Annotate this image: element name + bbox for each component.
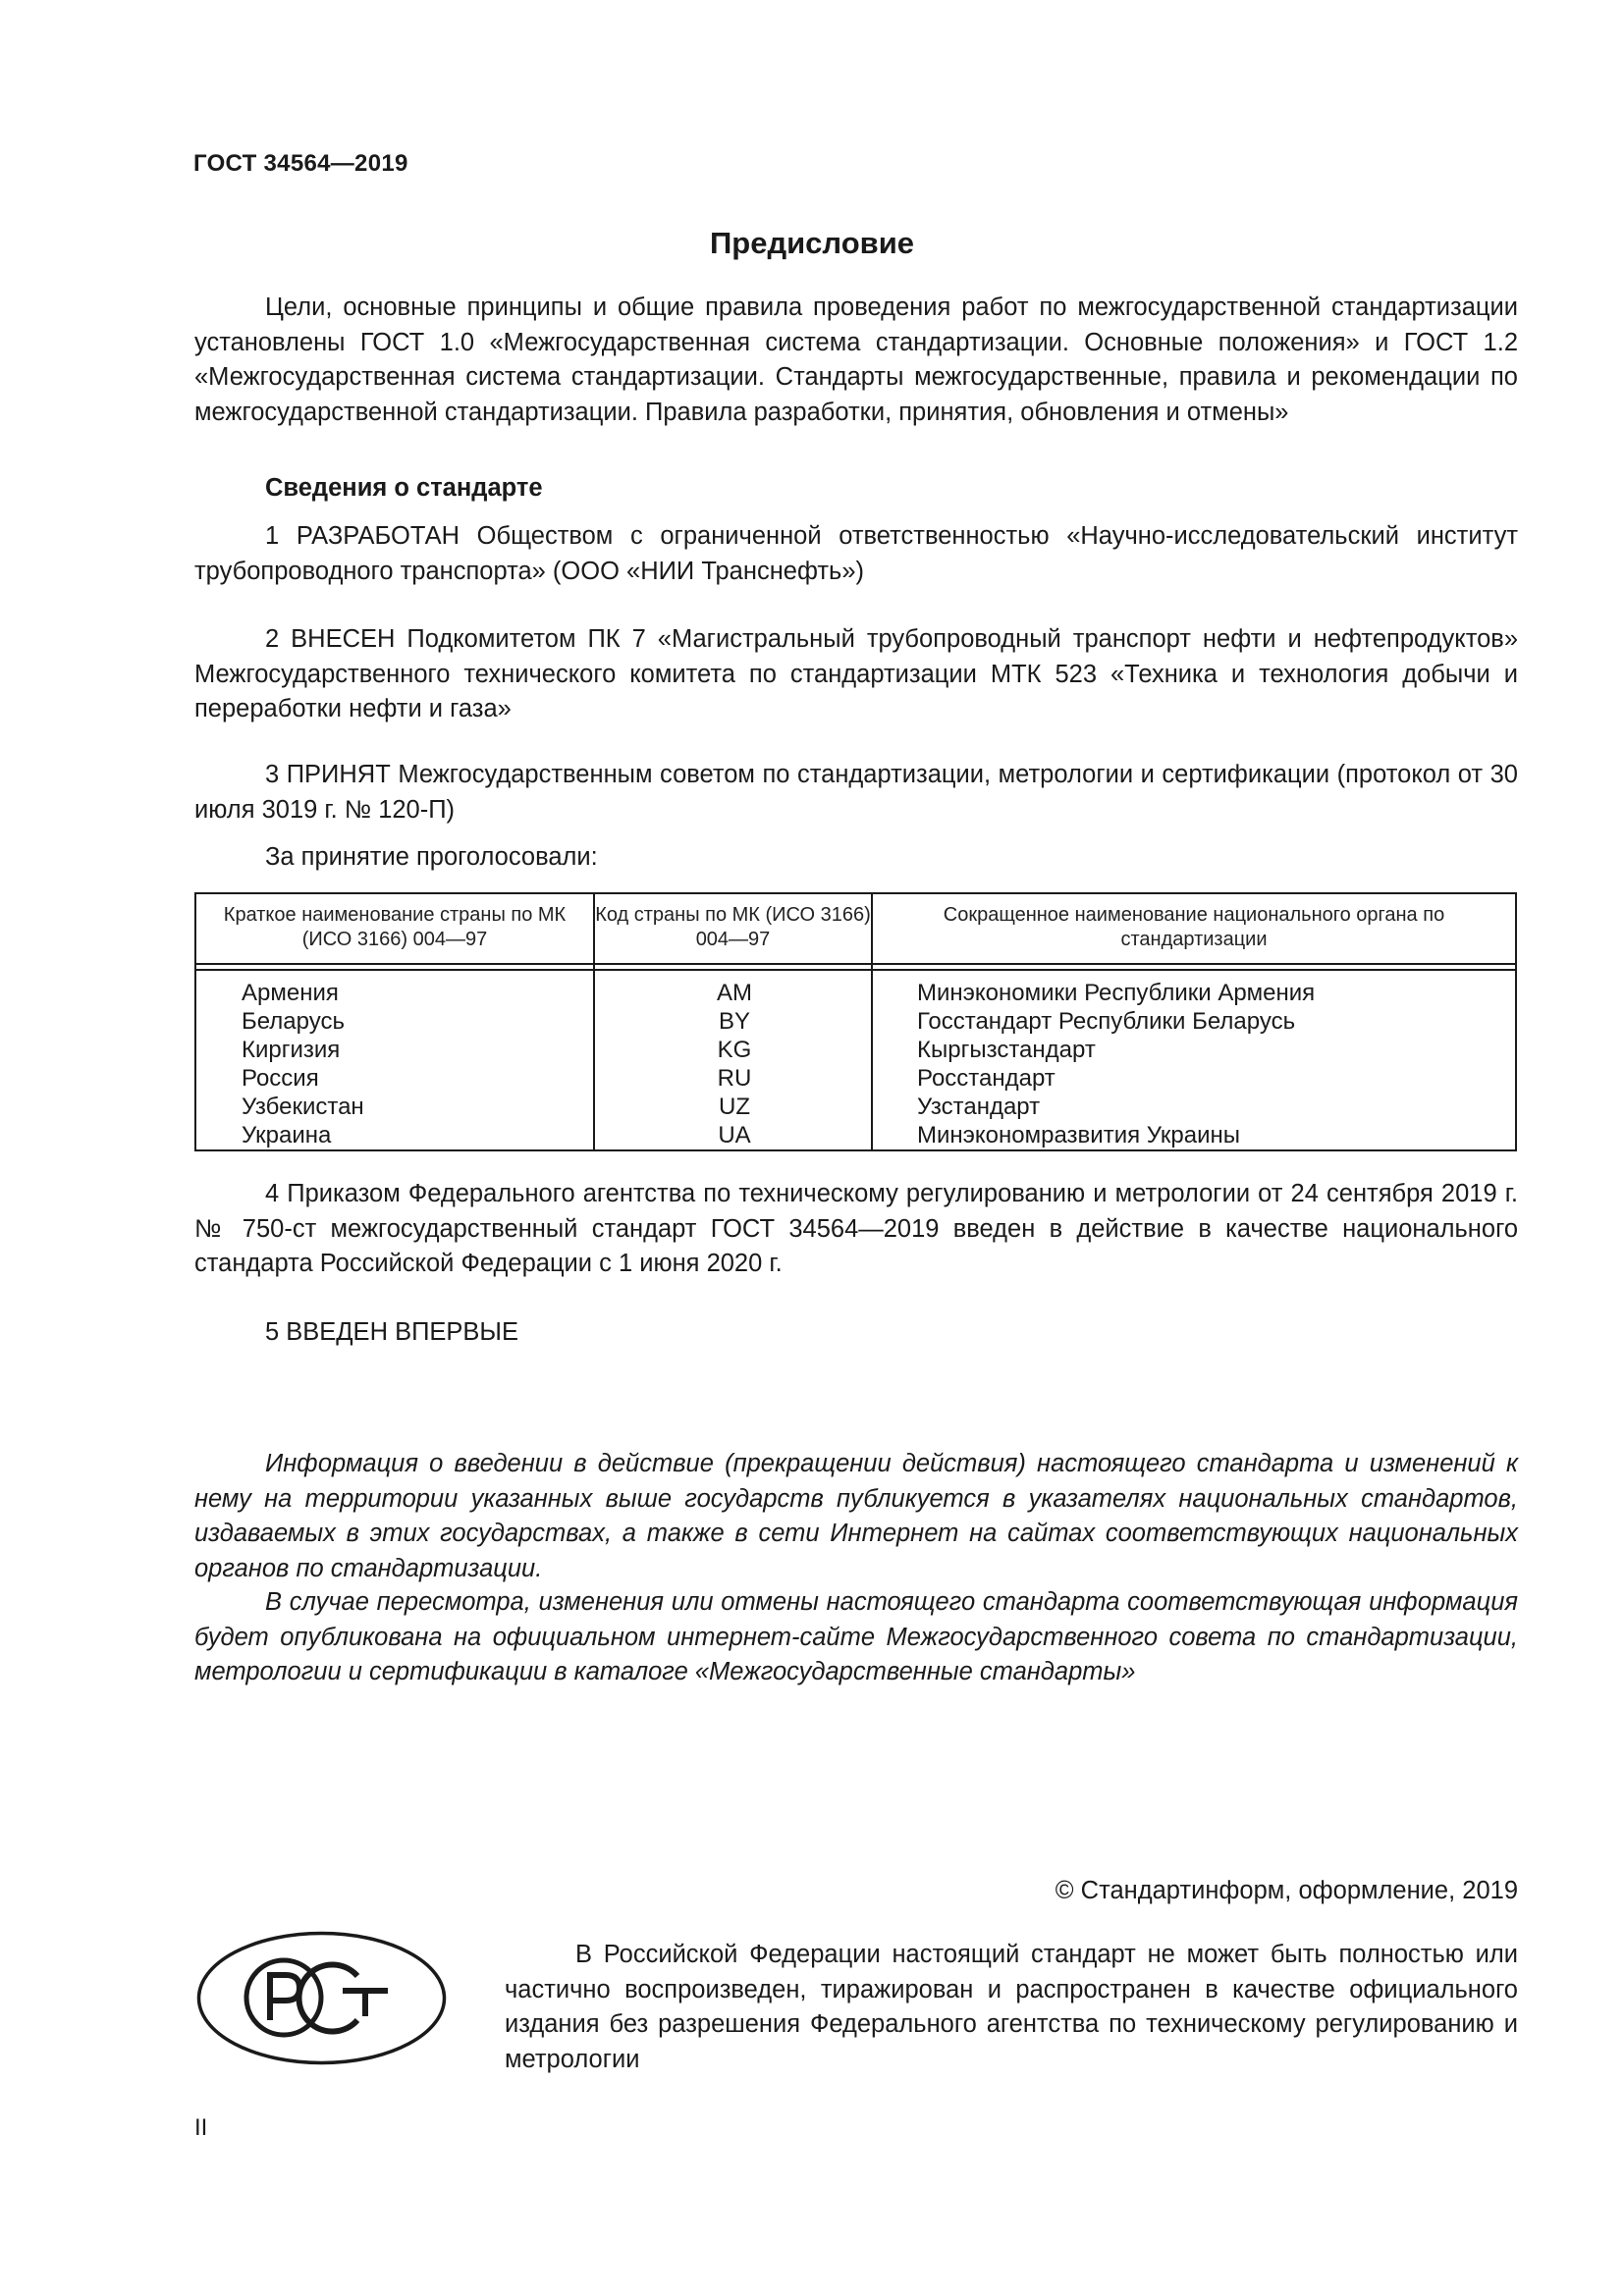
table-column-country	[242, 979, 364, 1149]
info-heading: Сведения о стандарте	[265, 474, 543, 502]
item-developed: 1 РАЗРАБОТАН Обществом с ограниченной ответственностью «Научно-исследовательский институт трубопроводного транспорта» (ООО «НИИ Транснефть»)	[194, 522, 1518, 585]
vote-label: За принятие проголосовали:	[265, 843, 598, 871]
table-header-rule	[196, 969, 1515, 971]
table-cell: RU	[717, 1065, 752, 1092]
item-first-introduced: 5 ВВЕДЕН ВПЕРВЫЕ	[265, 1318, 519, 1346]
table-cell: BY	[718, 1008, 750, 1035]
table-header-rule	[196, 963, 1515, 965]
table-header-country: Краткое наименование страны по МК (ИСО 3166) 004—97	[223, 904, 567, 950]
table-cell: Украина	[242, 1122, 332, 1148]
table-column-body	[917, 979, 1315, 1149]
item-adopted: 3 ПРИНЯТ Межгосударственным советом по стандартизации, метрологии и сертификации (протокол от 30 июля 3019 г. № 120-П)	[194, 761, 1518, 824]
intro-paragraph: Цели, основные принципы и общие правила проведения работ по межгосударственной стандартизации установлены ГОСТ 1.0 «Межгосударственная система стандартизации. Основные положения» и ГОСТ 1.2 «Межгосударственная система стандартизации. Стандарты межгосударственные, правила и рекомендации по межгосударственной стандартизации. Правила разработки, принятия, обновления и отмены»	[194, 294, 1518, 426]
table-cell: Киргизия	[242, 1037, 341, 1063]
copyright-line: © Стандартинформ, оформление, 2019	[1055, 1877, 1518, 1904]
rst-logo-icon	[195, 1930, 448, 2066]
table-column-code	[587, 979, 882, 1149]
table-cell: UZ	[719, 1094, 750, 1120]
vote-table	[194, 892, 1517, 1151]
table-cell: UA	[718, 1122, 751, 1148]
table-cell: Минэкономики Республики Армения	[917, 980, 1316, 1006]
table-cell: Росстандарт	[917, 1065, 1056, 1092]
table-header-code: Код страны по МК (ИСО 3166) 004—97	[595, 904, 871, 950]
table-cell: Россия	[242, 1065, 319, 1092]
table-header-body: Сокращенное наименование национального органа по стандартизации	[943, 904, 1445, 950]
table-cell: Узстандарт	[917, 1094, 1041, 1120]
notice-paragraph-1: Информация о введении в действие (прекращении действия) настоящего стандарта и изменений к нему на территории указанных выше государств публикуется в указателях национальных стандартов, издаваемых в этих государствах, а также в сети Интернет на сайтах соответствующих национальных органов по стандартизации.	[194, 1450, 1518, 1582]
notice-paragraph-2: В случае пересмотра, изменения или отмены настоящего стандарта соответствующая информация будет опубликована на официальном интернет-сайте Межгосударственного совета по стандартизации, метрологии и сертификации в каталоге «Межгосударственные стандарты»	[194, 1588, 1518, 1685]
table-cell: AM	[717, 980, 752, 1006]
page-title: Предисловие	[709, 226, 914, 260]
page-number: II	[194, 2114, 208, 2141]
table-cell: Беларусь	[242, 1008, 345, 1035]
rights-notice: В Российской Федерации настоящий стандарт не может быть полностью или частично воспроизведен, тиражирован и распространен в качестве официального издания без разрешения Федерального агентства по техническому регулированию и метрологии	[505, 1941, 1518, 2073]
item-introduced: 2 ВНЕСЕН Подкомитетом ПК 7 «Магистральный трубопроводный транспорт нефти и нефтепродуктов» Межгосударственного технического комитета по стандартизации МТК 523 «Техника и технология добычи и переработки нефти и газа»	[194, 625, 1518, 722]
table-cell: Кыргызстандарт	[917, 1037, 1096, 1063]
table-cell: Армения	[242, 980, 339, 1006]
item-order: 4 Приказом Федерального агентства по техническому регулированию и метрологии от 24 сентября 2019 г. № 750-ст межгосударственный стандарт ГОСТ 34564—2019 введен в действие в качестве национального стандарта Российской Федерации с 1 июня 2020 г.	[194, 1180, 1518, 1277]
document-code-header: ГОСТ 34564—2019	[193, 150, 408, 177]
table-cell: Госстандарт Республики Беларусь	[917, 1008, 1296, 1035]
table-cell: KG	[717, 1037, 752, 1063]
table-cell: Узбекистан	[242, 1094, 364, 1120]
table-cell: Минэкономразвития Украины	[917, 1122, 1241, 1148]
